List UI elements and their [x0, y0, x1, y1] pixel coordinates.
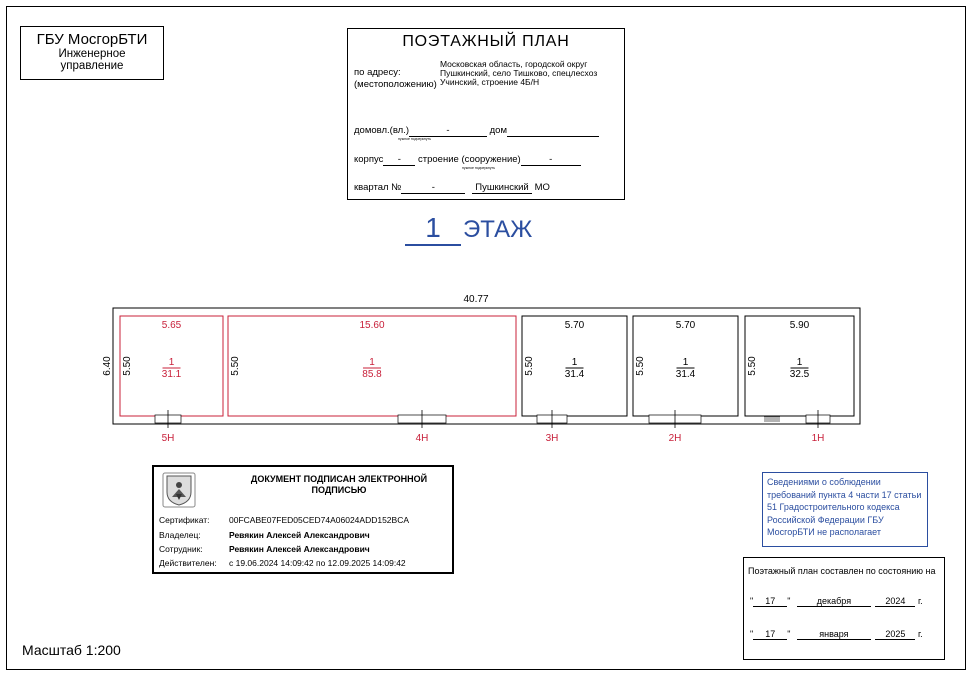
overall-height-label: 6.40 — [102, 356, 113, 376]
stroenie-label: строение (сооружение) — [418, 154, 521, 165]
moscow-emblem-icon — [162, 472, 196, 508]
address-line-3: Учинский, строение 4Б/Н — [440, 77, 540, 87]
cert-label: Сертификат: — [159, 515, 210, 525]
address-label-2: (местоположению) — [354, 79, 437, 90]
address-line-2: Пушкинский, село Тишково, спецлесхоз — [440, 68, 598, 78]
cert-value: 00FCABE07FED05CED74A06024ADD152BCA — [229, 515, 410, 525]
premises-label: 3Н — [545, 433, 559, 444]
room-height-label: 5.50 — [635, 356, 646, 376]
room-height-label: 5.50 — [122, 356, 133, 376]
org-name: ГБУ МосгорБТИ — [36, 31, 148, 48]
date1-year: 2024 — [875, 596, 915, 607]
room-area: 31.4 — [675, 369, 696, 380]
room-height-label: 5.50 — [747, 356, 758, 376]
premises-label: 2Н — [668, 433, 682, 444]
signature-heading — [234, 474, 444, 496]
employee-row — [159, 544, 370, 554]
valid-row — [159, 558, 406, 568]
room-area: 31.1 — [161, 369, 182, 380]
domovl-value: - — [409, 125, 487, 137]
address-label: по адресу: — [354, 67, 401, 78]
state-date-2: " 17 " января 2025 г. — [750, 629, 923, 639]
room-width-label: 15.60 — [359, 320, 385, 331]
valid-label: Действителен: — [159, 558, 217, 568]
premises-label: 1Н — [811, 433, 825, 444]
district-value: Пушкинский — [472, 182, 532, 194]
room-width-label: 5.70 — [675, 320, 696, 331]
compliance-notice: Сведениями о соблюдении требований пункта 4 части 17 статьи 51 Градостроительного кодекса Российской Федерации ГБУ МосгорБТИ не располагает — [762, 472, 928, 547]
room-width-label: 5.90 — [789, 320, 810, 331]
domovl-label: домовл.(вл.) — [354, 125, 409, 136]
owner-value: Ревякин Алексей Александрович — [229, 530, 370, 540]
stroenie-value: - — [521, 154, 581, 166]
room-area: 32.5 — [789, 369, 810, 380]
region-value: МО — [534, 182, 550, 193]
room-width-label: 5.65 — [161, 320, 182, 331]
underline-note-2: нужное подчеркнуть — [462, 166, 496, 170]
state-title: Поэтажный план составлен по состоянию на — [748, 566, 936, 576]
room-area: 31.4 — [564, 369, 585, 380]
date2-month: января — [797, 629, 871, 640]
scale-label: Масштаб 1:200 — [22, 642, 121, 658]
date1-month: декабря — [797, 596, 871, 607]
room-height-label: 5.50 — [524, 356, 535, 376]
korpus-label: корпус — [354, 154, 384, 165]
kvartal-value: - — [401, 182, 465, 194]
room-area: 85.8 — [362, 369, 382, 380]
state-date-box — [743, 557, 945, 660]
org-dept-line2: управление — [60, 60, 124, 72]
owner-label: Владелец: — [159, 530, 201, 540]
premises-label: 4Н — [415, 433, 429, 444]
employee-value: Ревякин Алексей Александрович — [229, 544, 370, 554]
date2-suffix: г. — [917, 629, 923, 639]
korpus-value: - — [383, 154, 415, 166]
floor-number: 1 — [405, 212, 461, 246]
room-number: 1 — [682, 357, 689, 368]
date2-day: 17 — [753, 629, 787, 640]
org-dept-line1: Инженерное — [58, 48, 126, 60]
cert-row — [159, 515, 409, 525]
signature-heading-line2: ПОДПИСЬЮ — [311, 485, 367, 495]
room-height-label: 5.50 — [230, 356, 241, 376]
signature-block — [152, 465, 454, 574]
signature-heading-line1: ДОКУМЕНТ ПОДПИСАН ЭЛЕКТРОННОЙ — [250, 474, 428, 484]
valid-value: с 19.06.2024 14:09:42 по 12.09.2025 14:09:42 — [229, 558, 406, 568]
room-number: 1 — [796, 357, 803, 368]
room-number: 1 — [571, 357, 578, 368]
premises-label: 5Н — [161, 433, 175, 444]
kvartal-label: квартал № — [354, 182, 402, 193]
date2-year: 2025 — [875, 629, 915, 640]
room-number: 1 — [369, 357, 375, 368]
room-number: 1 — [168, 357, 175, 368]
overall-width-label: 40.77 — [463, 294, 489, 305]
floor-word: ЭТАЖ — [463, 216, 533, 243]
owner-row — [159, 530, 370, 540]
date1-day: 17 — [753, 596, 787, 607]
date1-suffix: г. — [917, 596, 923, 606]
address-line-1: Московская область, городской округ — [440, 59, 588, 69]
room-width-label: 5.70 — [564, 320, 585, 331]
employee-label: Сотрудник: — [159, 544, 203, 554]
document-title: ПОЭТАЖНЫЙ ПЛАН — [402, 33, 570, 50]
dom-label: дом — [489, 125, 507, 136]
state-date-1: " 17 " декабря 2024 г. — [750, 596, 923, 606]
underline-note: нужное подчеркнуть — [398, 137, 432, 141]
